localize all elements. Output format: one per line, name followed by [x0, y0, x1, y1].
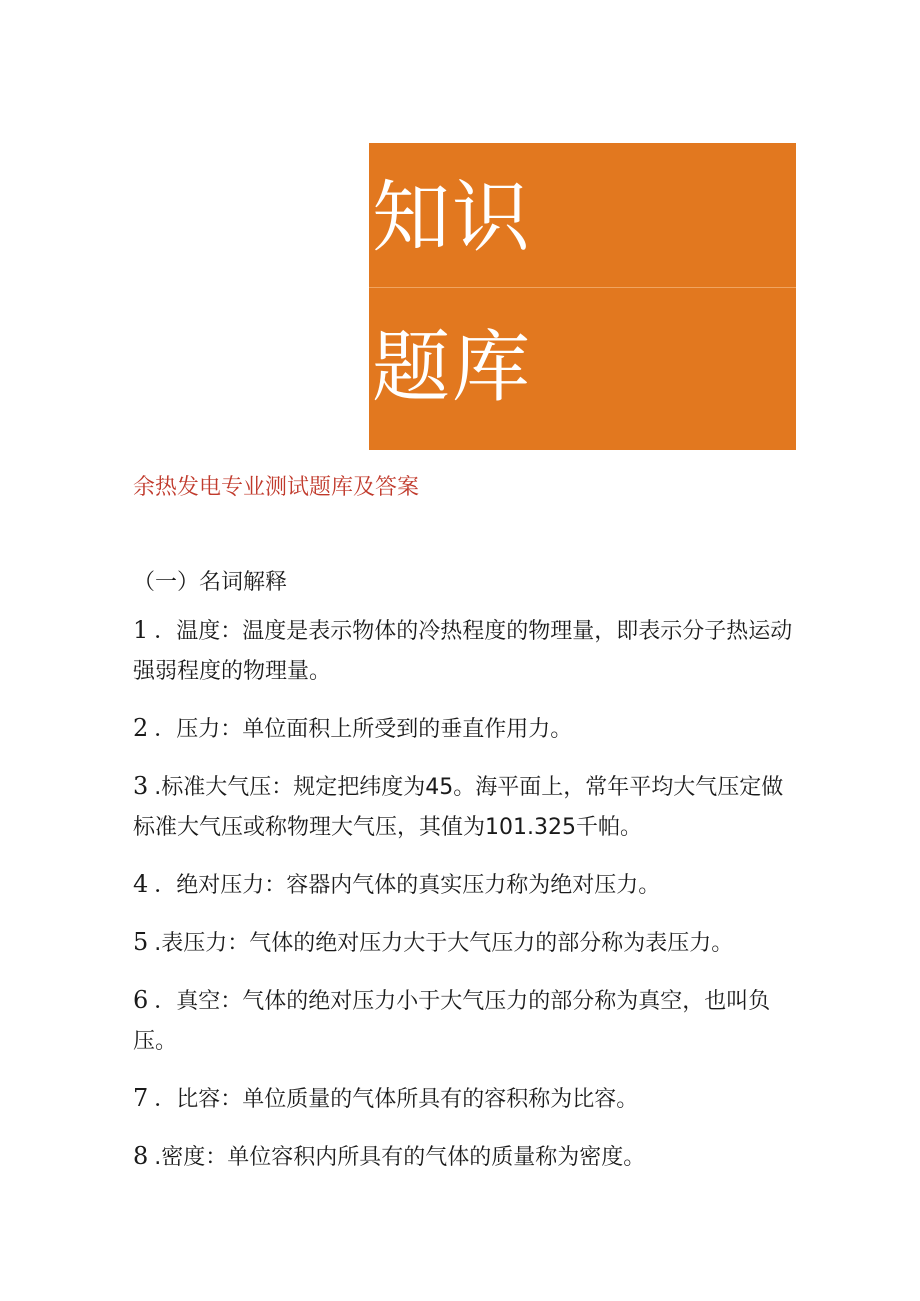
list-item [133, 766, 793, 848]
list-item [133, 922, 793, 964]
list-item [133, 1136, 793, 1178]
item-text: ．绝对压力：容器内气体的真实压力称为绝对压力。 [154, 873, 661, 898]
item-text: ．真空：气体的绝对压力小于大气压力的部分称为真空，也叫负压。 [133, 989, 771, 1054]
item-number: 2 [133, 714, 149, 742]
item-text: ．压力：单位面积上所受到的垂直作用力。 [154, 717, 573, 742]
item-number: 1 [133, 616, 149, 644]
list-item [133, 1078, 793, 1120]
list-item [133, 864, 793, 906]
item-number: 7 [133, 1084, 149, 1112]
section-title: （一）名词解释 [133, 570, 288, 595]
title-banner [369, 143, 796, 450]
banner-line-2: 题库 [372, 323, 533, 413]
item-text: .标准大气压：规定把纬度为45。海平面上，常年平均大气压定做标准大气压或称物理大气压，其值为101.325千帕。 [133, 775, 784, 840]
definition-list [133, 610, 793, 1194]
banner-divider [369, 287, 796, 288]
list-item [133, 980, 793, 1062]
item-text: .表压力：气体的绝对压力大于大气压力的部分称为表压力。 [154, 931, 734, 956]
item-number: 8 [133, 1142, 149, 1170]
item-text: ．温度：温度是表示物体的冷热程度的物理量，即表示分子热运动强弱程度的物理量。 [133, 619, 793, 684]
item-number: 3 [133, 772, 149, 800]
item-number: 4 [133, 870, 149, 898]
document-subtitle: 余热发电专业测试题库及答案 [133, 475, 420, 500]
item-text: ．比容：单位质量的气体所具有的容积称为比容。 [154, 1087, 639, 1112]
item-text: .密度：单位容积内所具有的气体的质量称为密度。 [154, 1145, 646, 1170]
item-number: 5 [133, 928, 149, 956]
list-item [133, 708, 793, 750]
item-number: 6 [133, 986, 149, 1014]
banner-line-1: 知识 [372, 173, 533, 263]
list-item [133, 610, 793, 692]
